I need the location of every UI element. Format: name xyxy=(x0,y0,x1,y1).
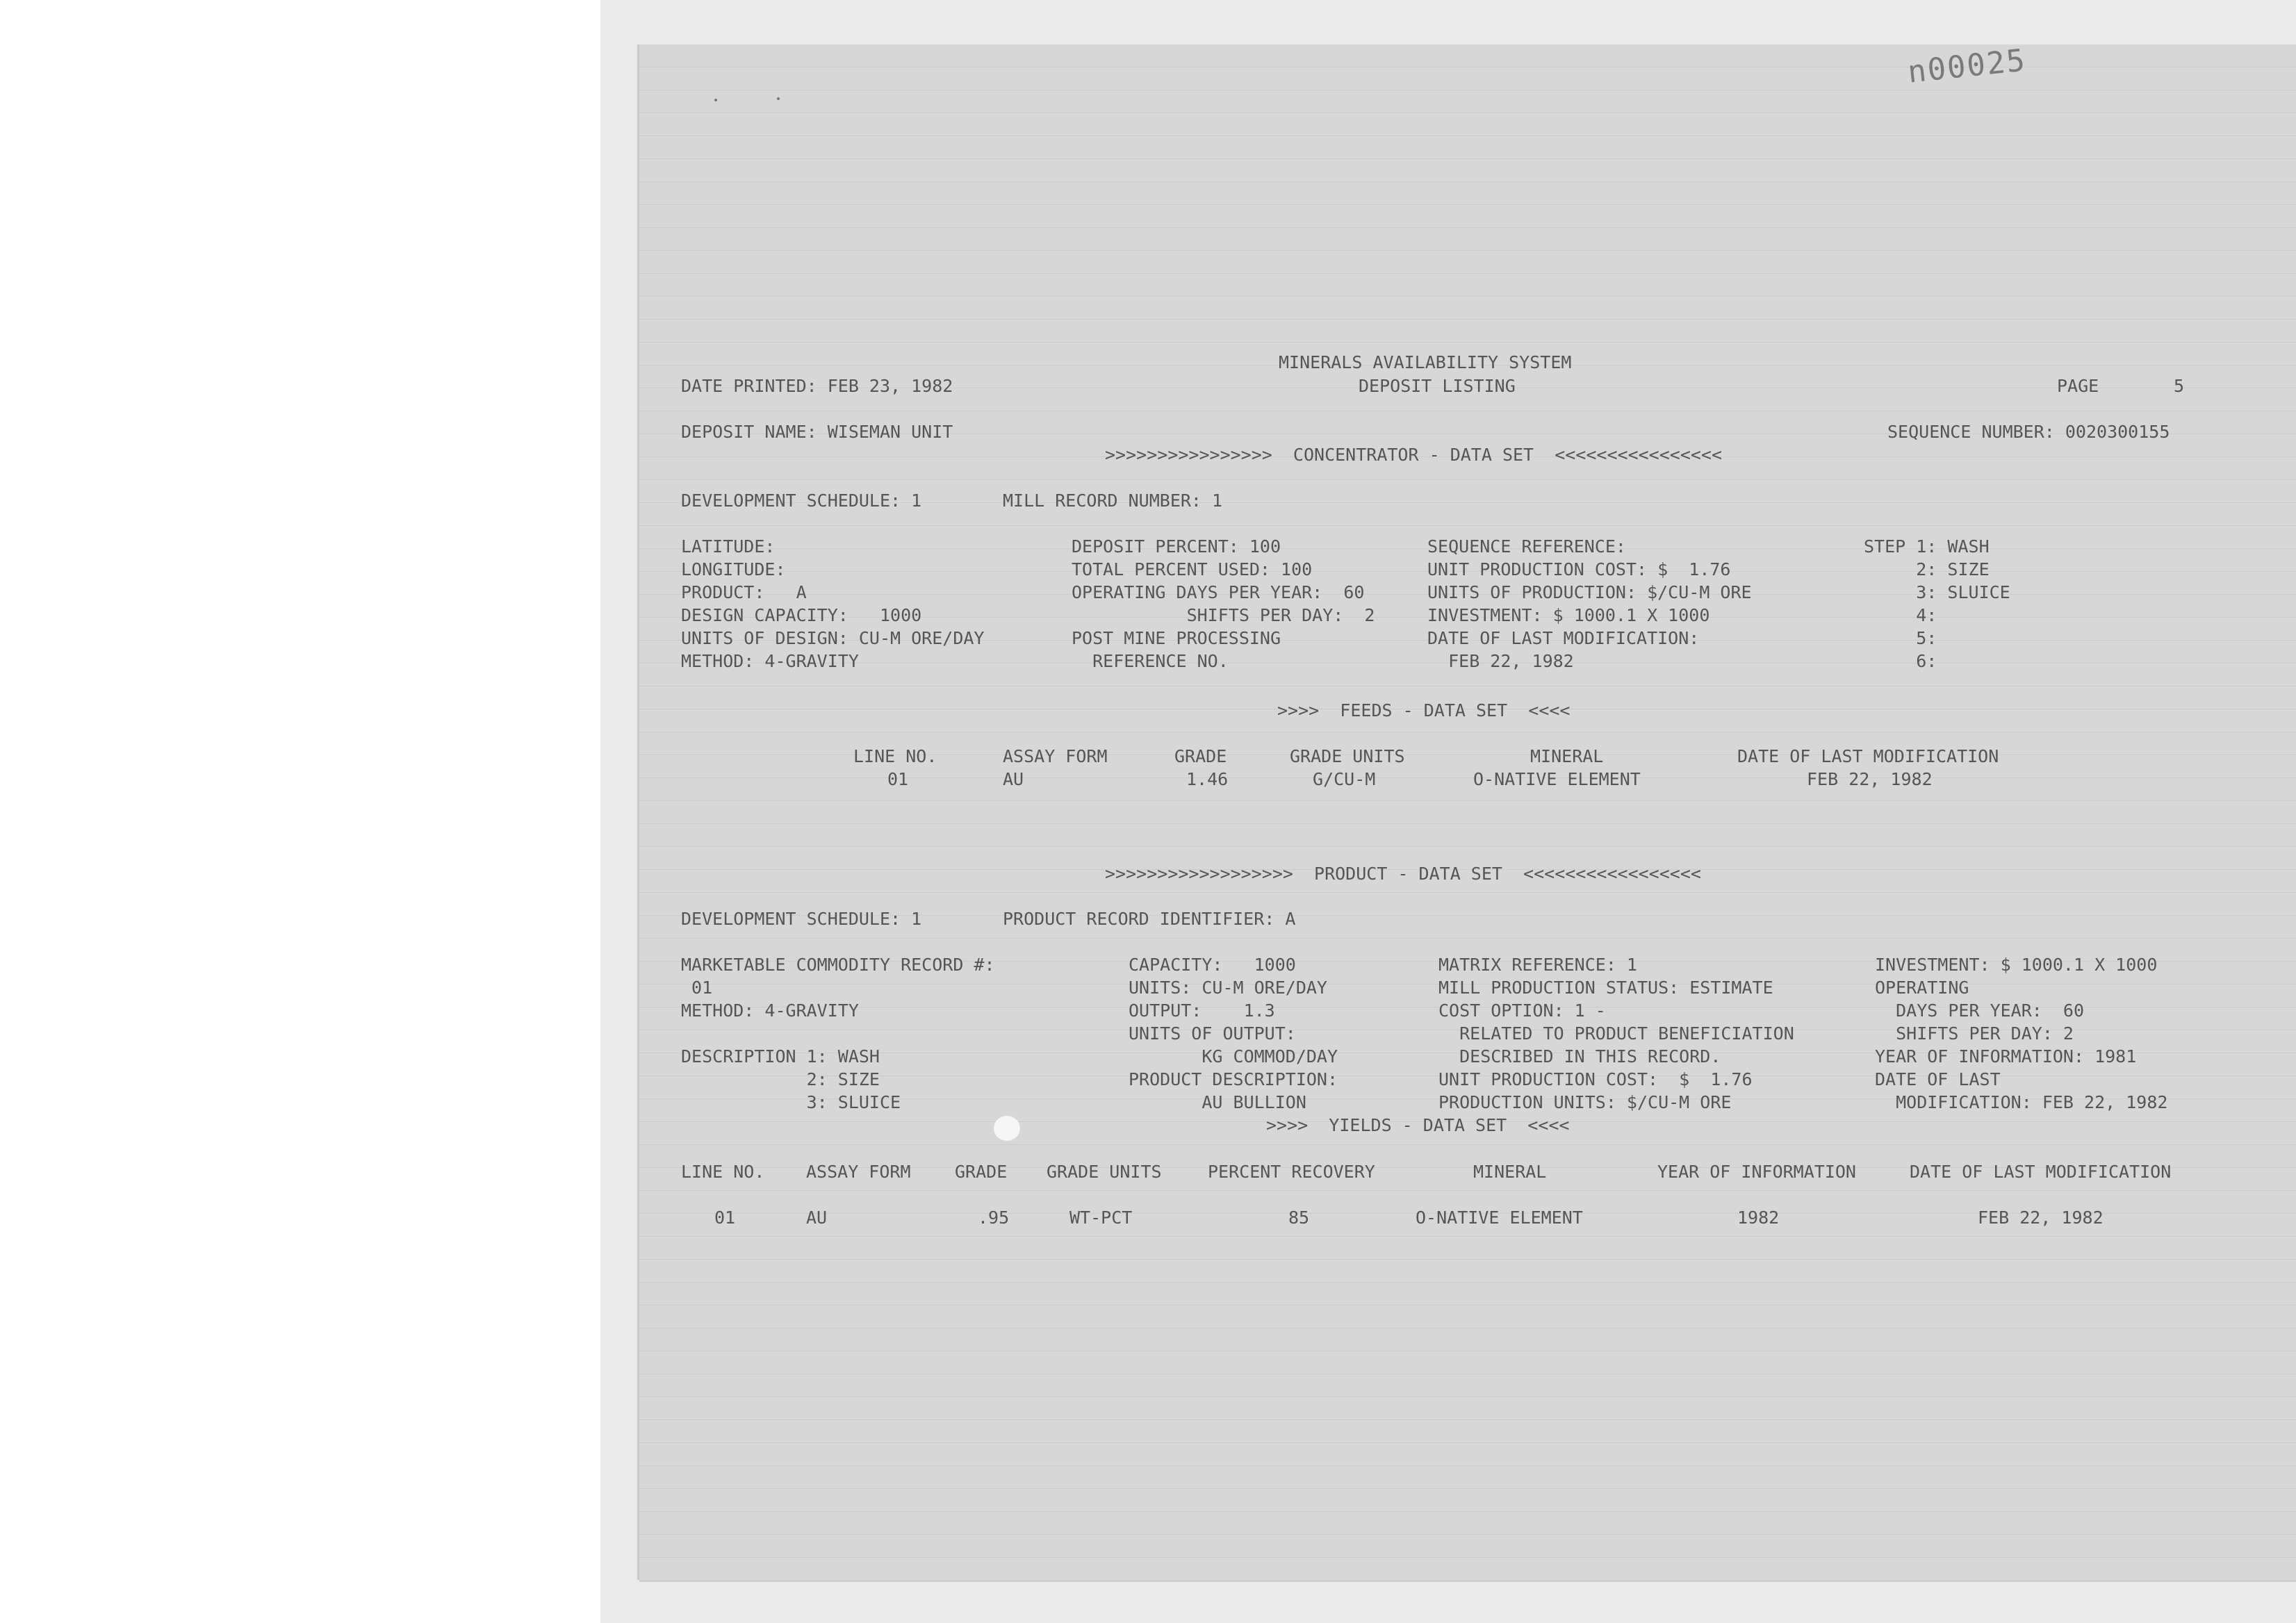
product-field: 3: SLUICE xyxy=(681,1092,901,1112)
product-field: MODIFICATION: FEB 22, 1982 xyxy=(1875,1092,2168,1112)
feeds-header-mineral: MINERAL xyxy=(1530,746,1604,766)
yields-cell-date-modified: FEB 22, 1982 xyxy=(1978,1208,2104,1228)
product-field: SHIFTS PER DAY: 2 xyxy=(1875,1023,2074,1044)
yields-cell-grade-units: WT-PCT xyxy=(1069,1208,1133,1228)
feeds-header-grade: GRADE xyxy=(1174,746,1227,766)
product-field: YEAR OF INFORMATION: 1981 xyxy=(1875,1046,2137,1066)
product-field: UNIT PRODUCTION COST: $ 1.76 xyxy=(1438,1069,1753,1089)
product-field: OUTPUT: 1.3 xyxy=(1129,1000,1275,1021)
concentrator-field: FEB 22, 1982 xyxy=(1427,651,1574,671)
product-field: CAPACITY: 1000 xyxy=(1129,955,1296,975)
feeds-cell-date-modified: FEB 22, 1982 xyxy=(1807,769,1933,789)
product-record-identifier: PRODUCT RECORD IDENTIFIER: A xyxy=(1003,909,1296,929)
product-development-schedule: DEVELOPMENT SCHEDULE: 1 xyxy=(681,909,922,929)
concentrator-field: INVESTMENT: $ 1000.1 X 1000 xyxy=(1427,605,1710,625)
listing-title: DEPOSIT LISTING xyxy=(1359,376,1516,396)
product-field: MATRIX REFERENCE: 1 xyxy=(1438,955,1637,975)
system-title: MINERALS AVAILABILITY SYSTEM xyxy=(1279,352,1572,372)
concentrator-field: LATITUDE: xyxy=(681,536,776,557)
yields-header-percent-recovery: PERCENT RECOVERY xyxy=(1208,1162,1375,1182)
concentrator-field: POST MINE PROCESSING xyxy=(1072,628,1281,648)
product-field: KG COMMOD/DAY xyxy=(1129,1046,1338,1066)
yields-header-date-modified: DATE OF LAST MODIFICATION xyxy=(1910,1162,2172,1182)
concentrator-field: DESIGN CAPACITY: 1000 xyxy=(681,605,922,625)
paper-speck xyxy=(777,97,780,100)
mill-record-number: MILL RECORD NUMBER: 1 xyxy=(1003,491,1223,511)
concentrator-field: REFERENCE NO. xyxy=(1072,651,1229,671)
yields-header-line-no: LINE NO. xyxy=(681,1162,765,1182)
concentrator-field: SEQUENCE REFERENCE: xyxy=(1427,536,1626,557)
concentrator-field: DATE OF LAST MODIFICATION: xyxy=(1427,628,1700,648)
yields-header-grade: GRADE xyxy=(955,1162,1008,1182)
yields-header-year-of-information: YEAR OF INFORMATION xyxy=(1657,1162,1856,1182)
concentrator-field: UNITS OF PRODUCTION: $/CU-M ORE xyxy=(1427,582,1752,602)
product-field: DESCRIPTION 1: WASH xyxy=(681,1046,880,1066)
page-stamp-number: n00025 xyxy=(1905,42,2028,90)
concentrator-field: METHOD: 4-GRAVITY xyxy=(681,651,859,671)
product-field: RELATED TO PRODUCT BENEFICIATION xyxy=(1438,1023,1794,1044)
concentrator-field: SHIFTS PER DAY: 2 xyxy=(1072,605,1375,625)
product-field: 2: SIZE xyxy=(681,1069,880,1089)
concentrator-field: UNITS OF DESIGN: CU-M ORE/DAY xyxy=(681,628,985,648)
product-field: DESCRIBED IN THIS RECORD. xyxy=(1438,1046,1721,1066)
concentrator-field: OPERATING DAYS PER YEAR: 60 xyxy=(1072,582,1365,602)
date-printed: DATE PRINTED: FEB 23, 1982 xyxy=(681,376,953,396)
concentrator-banner: >>>>>>>>>>>>>>>> CONCENTRATOR - DATA SET <<<<<<<<<<<<<<<< xyxy=(1105,445,1723,465)
page-number: 5 xyxy=(2174,376,2185,396)
yields-header-mineral: MINERAL xyxy=(1473,1162,1547,1182)
yields-cell-line-no: 01 xyxy=(714,1208,736,1228)
yields-cell-mineral: O-NATIVE ELEMENT xyxy=(1416,1208,1583,1228)
product-field: METHOD: 4-GRAVITY xyxy=(681,1000,859,1021)
yields-header-assay-form: ASSAY FORM xyxy=(806,1162,911,1182)
feeds-header-assay-form: ASSAY FORM xyxy=(1003,746,1108,766)
product-field: COST OPTION: 1 - xyxy=(1438,1000,1606,1021)
feeds-cell-grade-units: G/CU-M xyxy=(1313,769,1376,789)
yields-banner: >>>> YIELDS - DATA SET <<<< xyxy=(1266,1115,1570,1135)
development-schedule: DEVELOPMENT SCHEDULE: 1 xyxy=(681,491,922,511)
product-field: MILL PRODUCTION STATUS: ESTIMATE xyxy=(1438,978,1773,998)
process-step: 2: SIZE xyxy=(1864,559,1990,579)
feeds-cell-assay-form: AU xyxy=(1003,769,1024,789)
deposit-name: DEPOSIT NAME: WISEMAN UNIT xyxy=(681,422,953,442)
page-label: PAGE xyxy=(2057,376,2099,396)
concentrator-field: DEPOSIT PERCENT: 100 xyxy=(1072,536,1281,557)
feeds-header-date-modified: DATE OF LAST MODIFICATION xyxy=(1737,746,1999,766)
sequence-number: SEQUENCE NUMBER: 0020300155 xyxy=(1887,422,2170,442)
yields-cell-year-of-information: 1982 xyxy=(1737,1208,1780,1228)
product-field: DAYS PER YEAR: 60 xyxy=(1875,1000,2085,1021)
paper-hole xyxy=(994,1116,1020,1141)
printout-sheet xyxy=(639,44,2296,1580)
product-field: AU BULLION xyxy=(1129,1092,1306,1112)
product-field: MARKETABLE COMMODITY RECORD #: xyxy=(681,955,995,975)
product-field: OPERATING xyxy=(1875,978,1969,998)
process-step: 6: xyxy=(1864,651,1937,671)
product-banner: >>>>>>>>>>>>>>>>>> PRODUCT - DATA SET <<<<<<<<<<<<<<<<< xyxy=(1105,864,1701,884)
yields-header-grade-units: GRADE UNITS xyxy=(1047,1162,1162,1182)
concentrator-field: TOTAL PERCENT USED: 100 xyxy=(1072,559,1313,579)
product-field: PRODUCTION UNITS: $/CU-M ORE xyxy=(1438,1092,1732,1112)
product-field: UNITS: CU-M ORE/DAY xyxy=(1129,978,1327,998)
concentrator-field: LONGITUDE: xyxy=(681,559,786,579)
concentrator-field: PRODUCT: A xyxy=(681,582,807,602)
feeds-header-line-no: LINE NO. xyxy=(853,746,937,766)
process-step: 3: SLUICE xyxy=(1864,582,2010,602)
yields-cell-percent-recovery: 85 xyxy=(1288,1208,1310,1228)
process-step: 5: xyxy=(1864,628,1937,648)
feeds-banner: >>>> FEEDS - DATA SET <<<< xyxy=(1277,700,1571,720)
process-step: 4: xyxy=(1864,605,1937,625)
feeds-cell-mineral: O-NATIVE ELEMENT xyxy=(1473,769,1641,789)
product-field: PRODUCT DESCRIPTION: xyxy=(1129,1069,1338,1089)
product-field: UNITS OF OUTPUT: xyxy=(1129,1023,1296,1044)
concentrator-field: UNIT PRODUCTION COST: $ 1.76 xyxy=(1427,559,1731,579)
yields-cell-assay-form: AU xyxy=(806,1208,828,1228)
feeds-header-grade-units: GRADE UNITS xyxy=(1290,746,1405,766)
feeds-cell-grade: 1.46 xyxy=(1186,769,1229,789)
product-field: INVESTMENT: $ 1000.1 X 1000 xyxy=(1875,955,2158,975)
product-field: 01 xyxy=(681,978,713,998)
yields-cell-grade: .95 xyxy=(978,1208,1010,1228)
paper-speck xyxy=(714,99,717,101)
product-field: DATE OF LAST xyxy=(1875,1069,2001,1089)
process-step: STEP 1: WASH xyxy=(1864,536,1990,557)
feeds-cell-line-no: 01 xyxy=(887,769,909,789)
